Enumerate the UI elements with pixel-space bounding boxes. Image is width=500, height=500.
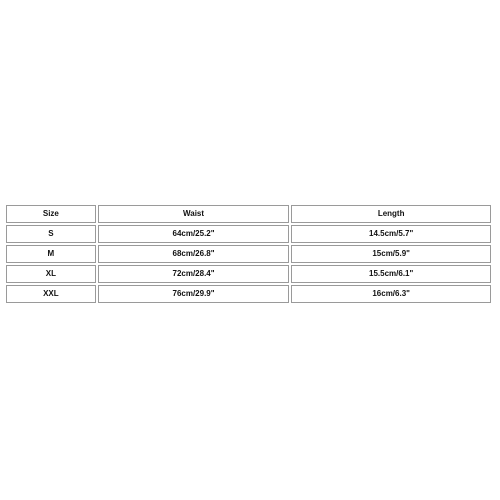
size-chart-table (4, 203, 493, 305)
table-row (6, 265, 491, 283)
header-size: Size (6, 205, 96, 223)
table-row (6, 225, 491, 243)
table-row (6, 245, 491, 263)
cell-length: 15.5cm/6.1" (291, 265, 491, 283)
cell-waist: 76cm/29.9" (98, 285, 290, 303)
cell-size: XL (6, 265, 96, 283)
header-length: Length (291, 205, 491, 223)
cell-waist: 72cm/28.4" (98, 265, 290, 283)
cell-length: 15cm/5.9" (291, 245, 491, 263)
cell-size: S (6, 225, 96, 243)
cell-length: 16cm/6.3" (291, 285, 491, 303)
cell-size: M (6, 245, 96, 263)
cell-size: XXL (6, 285, 96, 303)
table-row (6, 285, 491, 303)
table-header-row (6, 205, 491, 223)
cell-waist: 64cm/25.2" (98, 225, 290, 243)
cell-waist: 68cm/26.8" (98, 245, 290, 263)
header-waist: Waist (98, 205, 290, 223)
cell-length: 14.5cm/5.7" (291, 225, 491, 243)
